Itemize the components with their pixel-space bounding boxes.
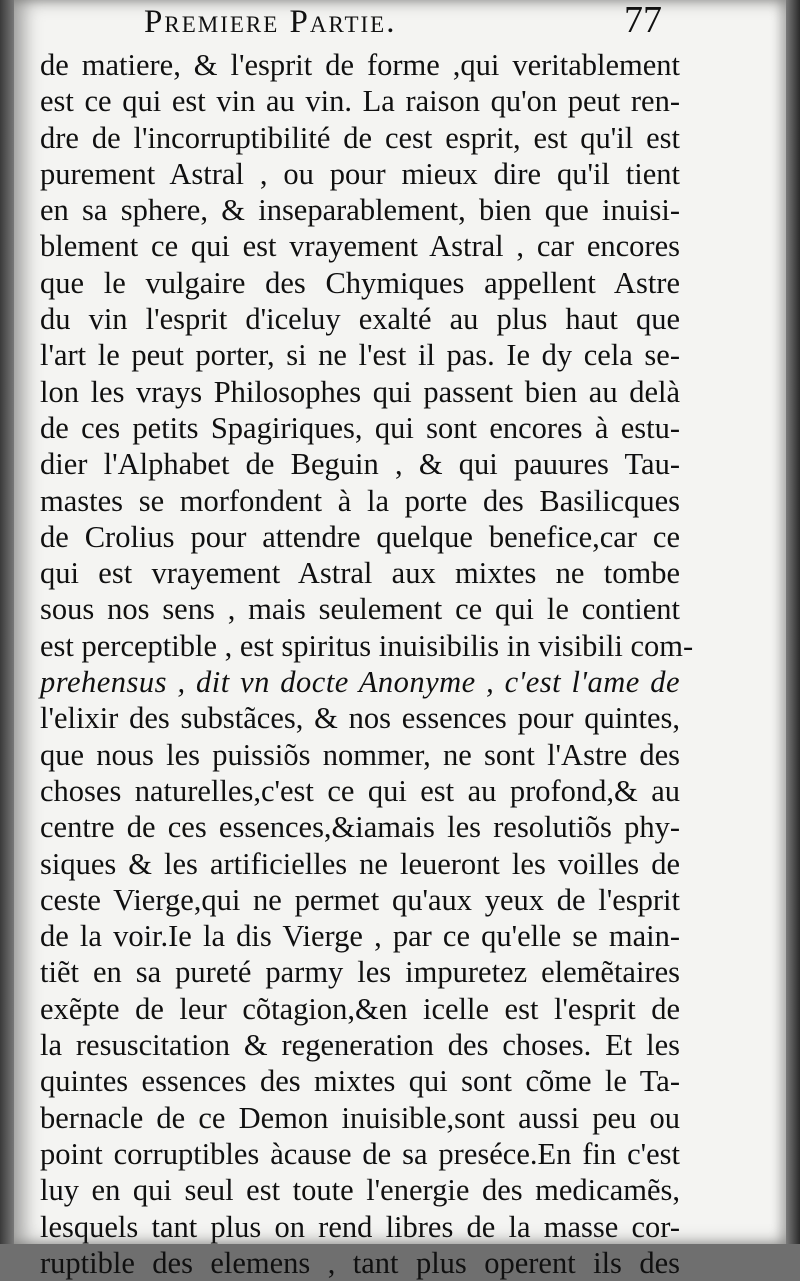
book-page — [14, 0, 786, 1280]
text-line: dier l'Alphabet de Beguin , & qui pauures Tau- — [40, 447, 680, 482]
running-head: Premiere Partie. — [144, 4, 397, 40]
page-number: 77 — [624, 0, 662, 41]
text-line: point corruptibles àcause de sa preséce.En fin c'est — [40, 1136, 680, 1171]
text-line: ceste Vierge,qui ne permet qu'aux yeux de l'esprit — [40, 882, 680, 917]
text-line: en sa sphere, & inseparablement, bien que inuisi- — [40, 193, 680, 228]
text-line: centre de ces essences,&iamais les resolutiõs phy- — [40, 810, 680, 845]
text-line: qui est vrayement Astral aux mixtes ne tombe — [40, 556, 680, 591]
text-line: est ce qui est vin au vin. La raison qu'on peut ren- — [40, 84, 680, 119]
text-line: que nous les puissiõs nommer, ne sont l'Astre des — [40, 737, 680, 772]
text-line: de matiere, & l'esprit de forme ,qui veritablement — [40, 48, 680, 82]
text-line: de Crolius pour attendre quelque benefice,car ce — [40, 519, 680, 554]
text-line: l'elixir des substãces, & nos essences pour quintes, — [40, 701, 680, 736]
text-line: que le vulgaire des Chymiques appellent Astre — [40, 265, 680, 300]
body-text — [40, 47, 694, 1281]
text-line: exẽpte de leur cõtagion,&en icelle est l'esprit de — [40, 991, 680, 1026]
text-line: lon les vrays Philosophes qui passent bien au delà — [40, 374, 680, 409]
text-line: ruptible des elemens , tant plus operent ils des — [40, 1245, 680, 1280]
text-line: la resuscitation & regeneration des choses. Et les — [40, 1028, 680, 1063]
text-line: dre de l'incorruptibilité de cest esprit, est qu'il est — [40, 120, 680, 155]
text-line: luy en qui seul est toute l'energie des medicamẽs, — [40, 1173, 680, 1208]
text-line: sous nos sens , mais seulement ce qui le contient — [40, 592, 680, 627]
text-line: purement Astral , ou pour mieux dire qu'il tient — [40, 156, 680, 191]
text-line: bernacle de ce Demon inuisible,sont aussi peu ou — [40, 1100, 680, 1135]
text-line: mastes se morfondent à la porte des Basilicques — [40, 483, 680, 518]
text-line: de la voir.Ie la dis Vierge , par ce qu'elle se main- — [40, 919, 680, 954]
text-line: blement ce qui est vrayement Astral , car encores — [40, 229, 680, 264]
text-line: l'art le peut porter, si ne l'est il pas. Ie dy cela se- — [40, 338, 680, 373]
text-line: tiẽt en sa pureté parmy les impuretez elemẽtaires — [40, 955, 680, 990]
text-line: siques & les artificielles ne leueront les voilles de — [40, 846, 680, 881]
text-line: est perceptible , est spiritus inuisibilis in visibili com- — [40, 628, 694, 663]
text-line: choses naturelles,c'est ce qui est au profond,& au — [40, 773, 680, 808]
text-line-italic: prehensus , dit vn docte Anonyme , c'est l'ame de — [40, 665, 680, 700]
text-line: de ces petits Spagiriques, qui sont encores à estu- — [40, 410, 680, 445]
text-line: lesquels tant plus on rend libres de la masse cor- — [40, 1209, 680, 1244]
text-line: quintes essences des mixtes qui sont cõme le Ta- — [40, 1064, 680, 1099]
text-line: du vin l'esprit d'iceluy exalté au plus haut que — [40, 302, 680, 337]
scan-shadow-right — [786, 0, 800, 1244]
